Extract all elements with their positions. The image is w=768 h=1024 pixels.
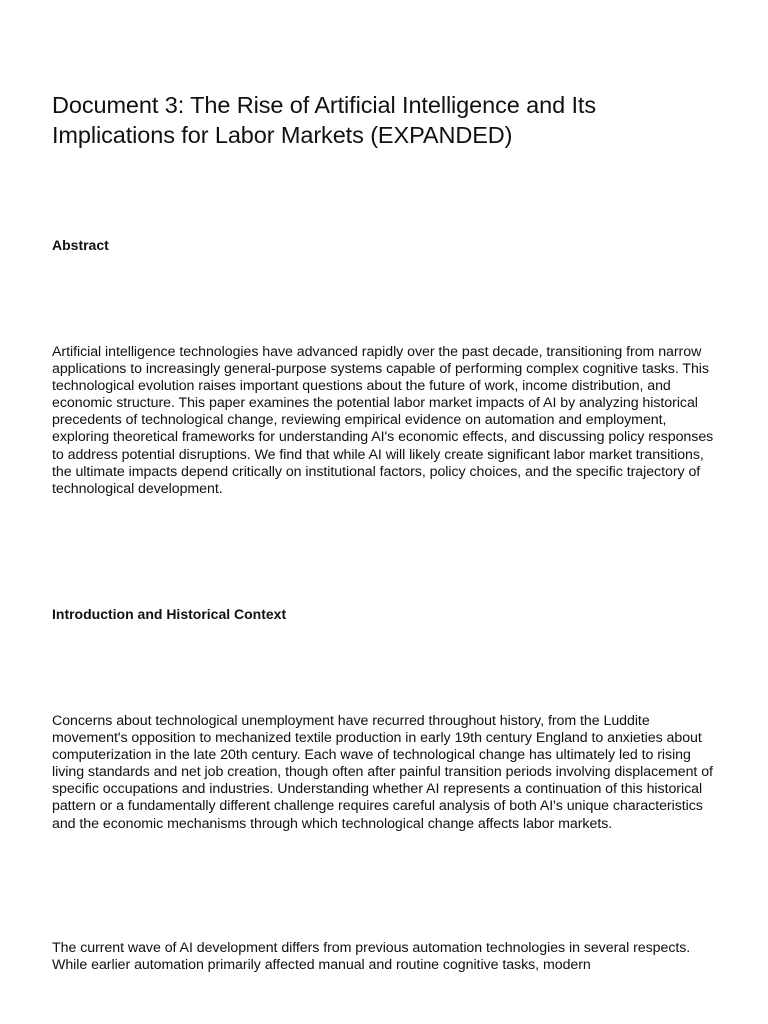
abstract-paragraph: Artificial intelligence technologies have advanced rapidly over the past decade, transitioning from narrow applications to increasingly general-purpose systems capable of performing complex cognitive tasks. This technological evolution raises important questions about the future of work, income distribution, and economic structure. This paper examines the potential labor market impacts of AI by analyzing historical precedents of technological change, reviewing empirical evidence on automation and employment, exploring theoretical frameworks for understanding AI's economic effects, and discussing policy responses to address potential disruptions. We find that while AI will likely create significant labor market transitions, the ultimate impacts depend critically on institutional factors, policy choices, and the specific trajectory of technological development. [52,344,714,497]
section-heading-abstract: Abstract [52,237,109,253]
section-heading-introduction: Introduction and Historical Context [52,606,287,622]
introduction-paragraph-2: The current wave of AI development differs from previous automation technologies in several respects. While earlier automation primarily affected manual and routine cognitive tasks, modern [52,940,691,974]
document-title: Document 3: The Rise of Artificial Intelligence and Its Implications for Labor Markets (EXPANDED) [52,92,596,148]
introduction-paragraph-1: Concerns about technological unemployment have recurred throughout history, from the Luddite movement's opposition to mechanized textile production in early 19th century England to anxieties about computerization in the late 20th century. Each wave of technological change has ultimately led to rising living standards and net job creation, though often after painful transition periods involving displacement of specific occupations and industries. Understanding whether AI represents a continuation of this historical pattern or a fundamentally different challenge requires careful analysis of both AI's unique characteristics and the economic mechanisms through which technological change affects labor markets. [52,713,713,832]
